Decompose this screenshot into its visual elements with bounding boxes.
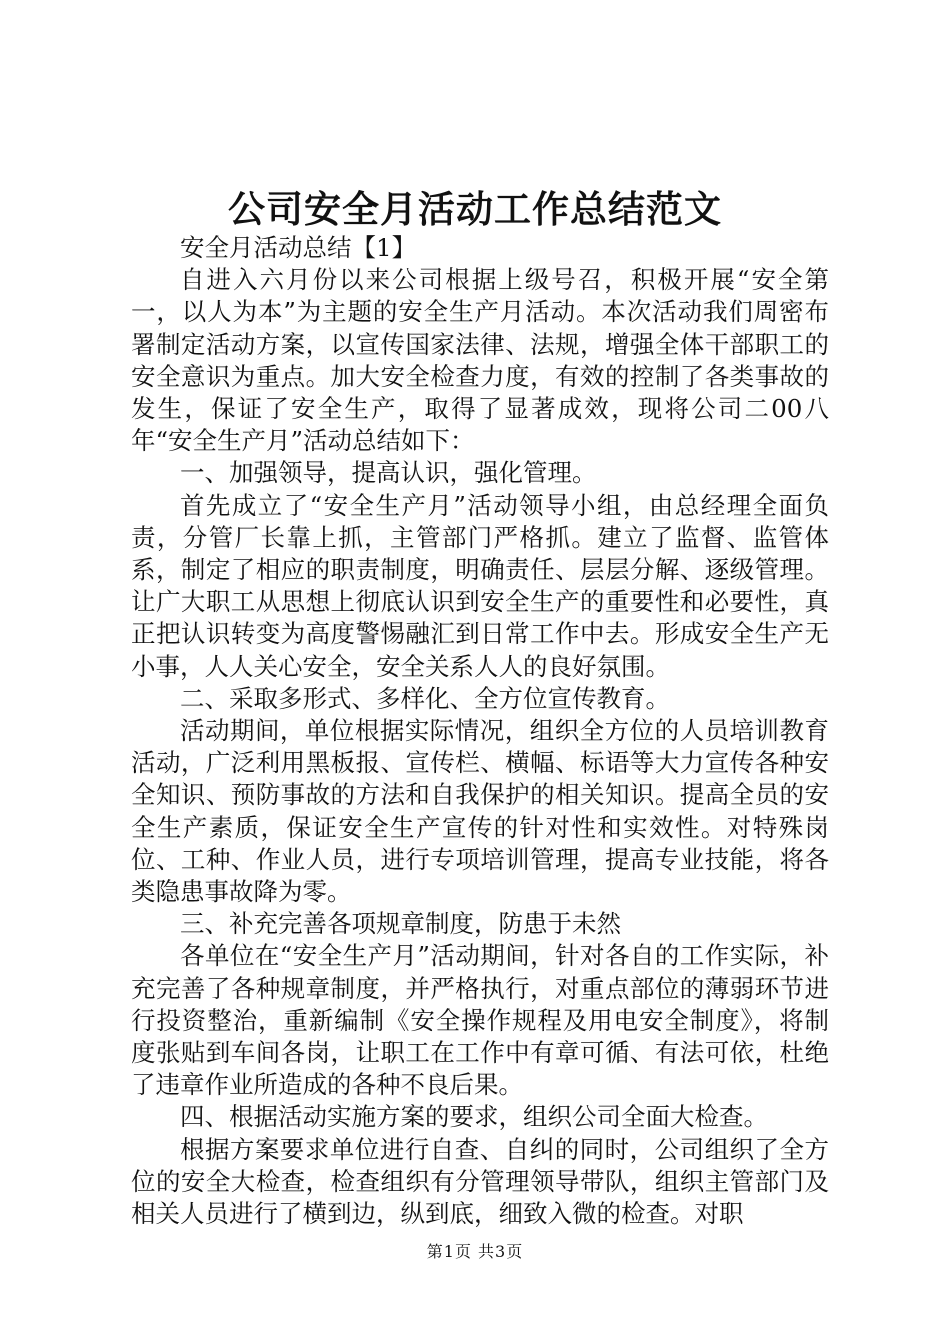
paragraph-section-heading: 安全月活动总结【1】 (180, 233, 417, 262)
paragraph-heading-4: 四、根据活动实施方案的要求，组织公司全面大检查。 (180, 1102, 768, 1132)
paragraph-body-1: 首先成立了“安全生产月”活动领导小组，由总经理全面负责，分管厂长靠上抓，主管部门严格抓。建立了监督、监管体系，制定了相应的职责制度，明确责任、层层分解、逐级管理。让广大职工从思想上彻底认识到安全生产的重要性和必要性，真正把认识转变为高度警惕融汇到日常工作中去。形成安全生产无小事，人人关心安全，安全关系人人的良好氛围。 (131, 490, 829, 681)
paragraph-body-4: 根据方案要求单位进行自查、自纠的同时，公司组织了全方位的安全大检查，检查组织有分管理领导带队，组织主管部门及相关人员进行了横到边，纵到底，细致入微的检查。对职 (131, 1134, 829, 1229)
paragraph-heading-1: 一、加强领导，提高认识，强化管理。 (180, 458, 597, 488)
paragraph-intro: 自进入六月份以来公司根据上级号召，积极开展“安全第一，以人为本”为主题的安全生产月活动。本次活动我们周密布署制定活动方案，以宣传国家法律、法规，增强全体干部职工的安全意识为重点。加大安全检查力度，有效的控制了各类事故的发生，保证了安全生产，取得了显著成效，现将公司二00八年“安全生产月”活动总结如下： (131, 265, 829, 456)
document-title: 公司安全月活动工作总结范文 (228, 187, 722, 231)
paragraph-body-3: 各单位在“安全生产月”活动期间，针对各自的工作实际，补充完善了各种规章制度，并严格执行，对重点部位的薄弱环节进行投资整治，重新编制《安全操作规程及用电安全制度》，将制度张贴到车间各岗，让职工在工作中有章可循、有法可依，杜绝了违章作业所造成的各种不良后果。 (131, 941, 829, 1100)
page-footer: 第1页 共3页 (426, 1242, 524, 1261)
paragraph-heading-3: 三、补充完善各项规章制度，防患于未然 (180, 909, 621, 939)
paragraph-heading-2: 二、采取多形式、多样化、全方位宣传教育。 (180, 683, 670, 713)
paragraph-body-2: 活动期间，单位根据实际情况，组织全方位的人员培训教育活动，广泛利用黑板报、宣传栏、横幅、标语等大力宣传各种安全知识、预防事故的方法和自我保护的相关知识。提高全员的安全生产素质，保证安全生产宣传的针对性和实效性。对特殊岗位、工种、作业人员，进行专项培训管理，提高专业技能，将各类隐患事故降为零。 (131, 716, 829, 907)
document-body (131, 232, 829, 1230)
